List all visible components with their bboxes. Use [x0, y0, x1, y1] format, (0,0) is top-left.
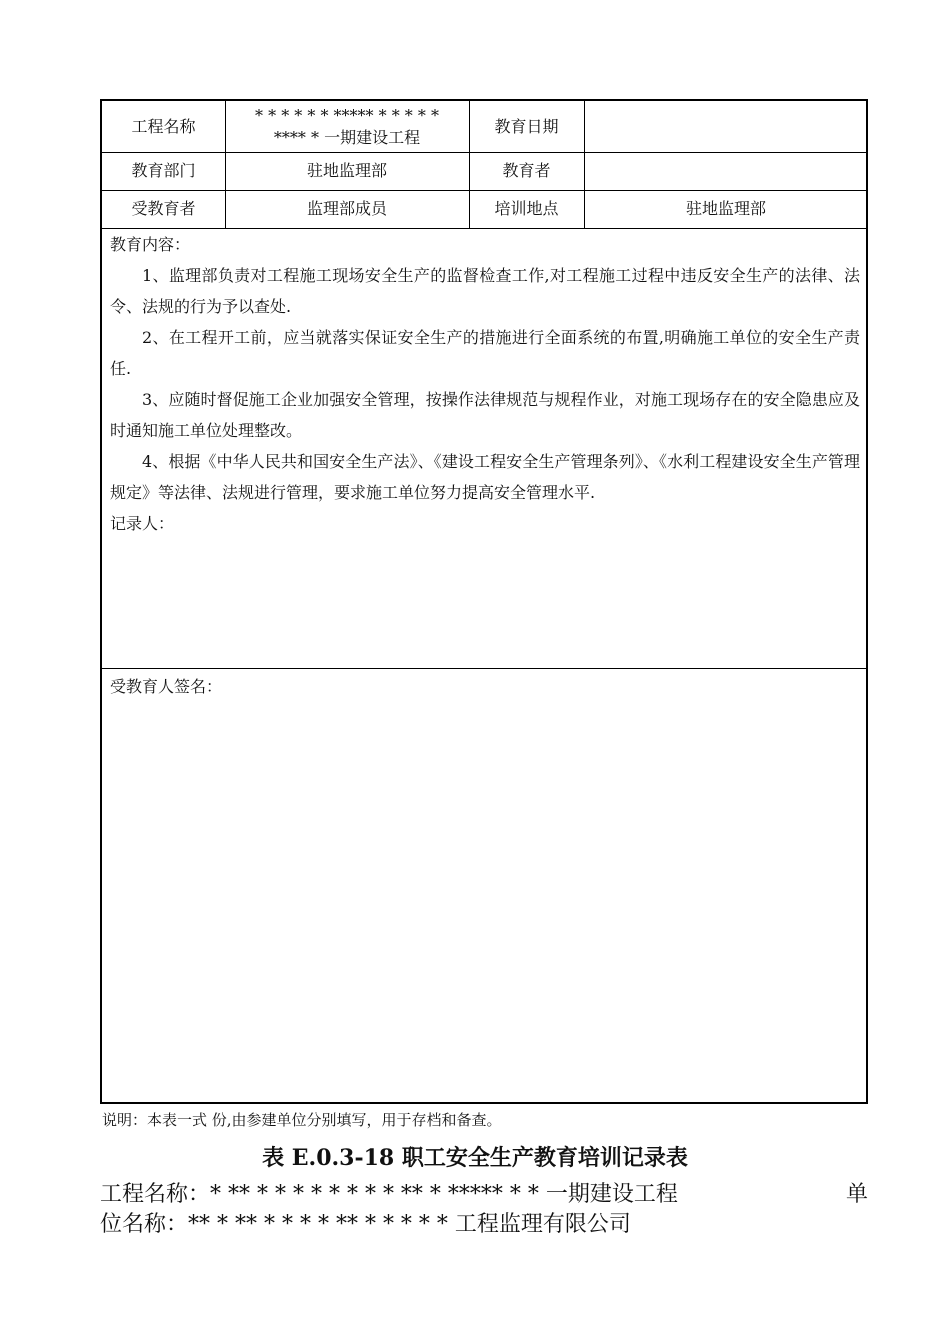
content-item-2: 2、在工程开工前，应当就落实保证安全生产的措施进行全面系统的布置,明确施工单位的安全生产责任.: [110, 328, 860, 378]
content-item-4: 4、根据《中华人民共和国安全生产法》、《建设工程安全生产管理条列》、《水利工程建设安全生产管理规定》等法律、法规进行管理，要求施工单位努力提高安全管理水平.: [110, 452, 860, 502]
content-item-3: 3、应随时督促施工企业加强安全管理，按操作法律规范与规程作业，对施工现场存在的安全隐患应及时通知施工单位处理整改。: [110, 390, 860, 440]
content-divider: [102, 668, 866, 669]
department-label: 教育部门: [131, 161, 196, 180]
project-name-label: 工程名称: [131, 116, 196, 136]
training-location-label: 培训地点: [494, 199, 559, 218]
trainees-value: 监理部成员: [306, 199, 387, 218]
form-note: 说明：本表一式 份,由参建单位分别填写，用于存档和备查。: [102, 1111, 502, 1129]
trainees-label: 受教育者: [131, 199, 196, 218]
educator-label: 教育者: [502, 161, 551, 180]
recorder-label: 记录人：: [110, 514, 175, 533]
training-location-value: 驻地监理部: [685, 199, 766, 218]
next-project-name: 工程名称：* ** * * * * * * * * ** * ***** * * 一期建设工程: [100, 1182, 678, 1207]
trainee-signature-label: 受教育人签名：: [110, 677, 223, 696]
project-name-line-1: * * * * * * ***** * * * * *: [255, 105, 439, 125]
content-item-1: 1、监理部负责对工程施工现场安全生产的监督检查工作,对工程施工过程中违反安全生产的法律、法令、法规的行为予以查处.: [110, 266, 860, 316]
department-value: 驻地监理部: [306, 161, 387, 180]
education-content: [110, 229, 860, 539]
education-date-label: 教育日期: [494, 116, 559, 136]
education-record-form: [100, 99, 868, 1104]
content-heading: 教育内容：: [110, 235, 191, 254]
next-form-title: 表 E.0.3-18 职工安全生产教育培训记录表: [262, 1145, 688, 1171]
educator-value: [584, 152, 868, 190]
project-name-value: [225, 101, 469, 152]
education-date-value: [584, 101, 868, 152]
next-unit-name: 位名称：** * ** * * * * ** * * * * * 工程监理有限公司: [100, 1212, 631, 1237]
unit-name-prefix: 单: [845, 1182, 868, 1207]
next-form-project-block: [100, 1180, 868, 1240]
project-name-line-2: **** * 一期建设工程: [273, 127, 421, 147]
